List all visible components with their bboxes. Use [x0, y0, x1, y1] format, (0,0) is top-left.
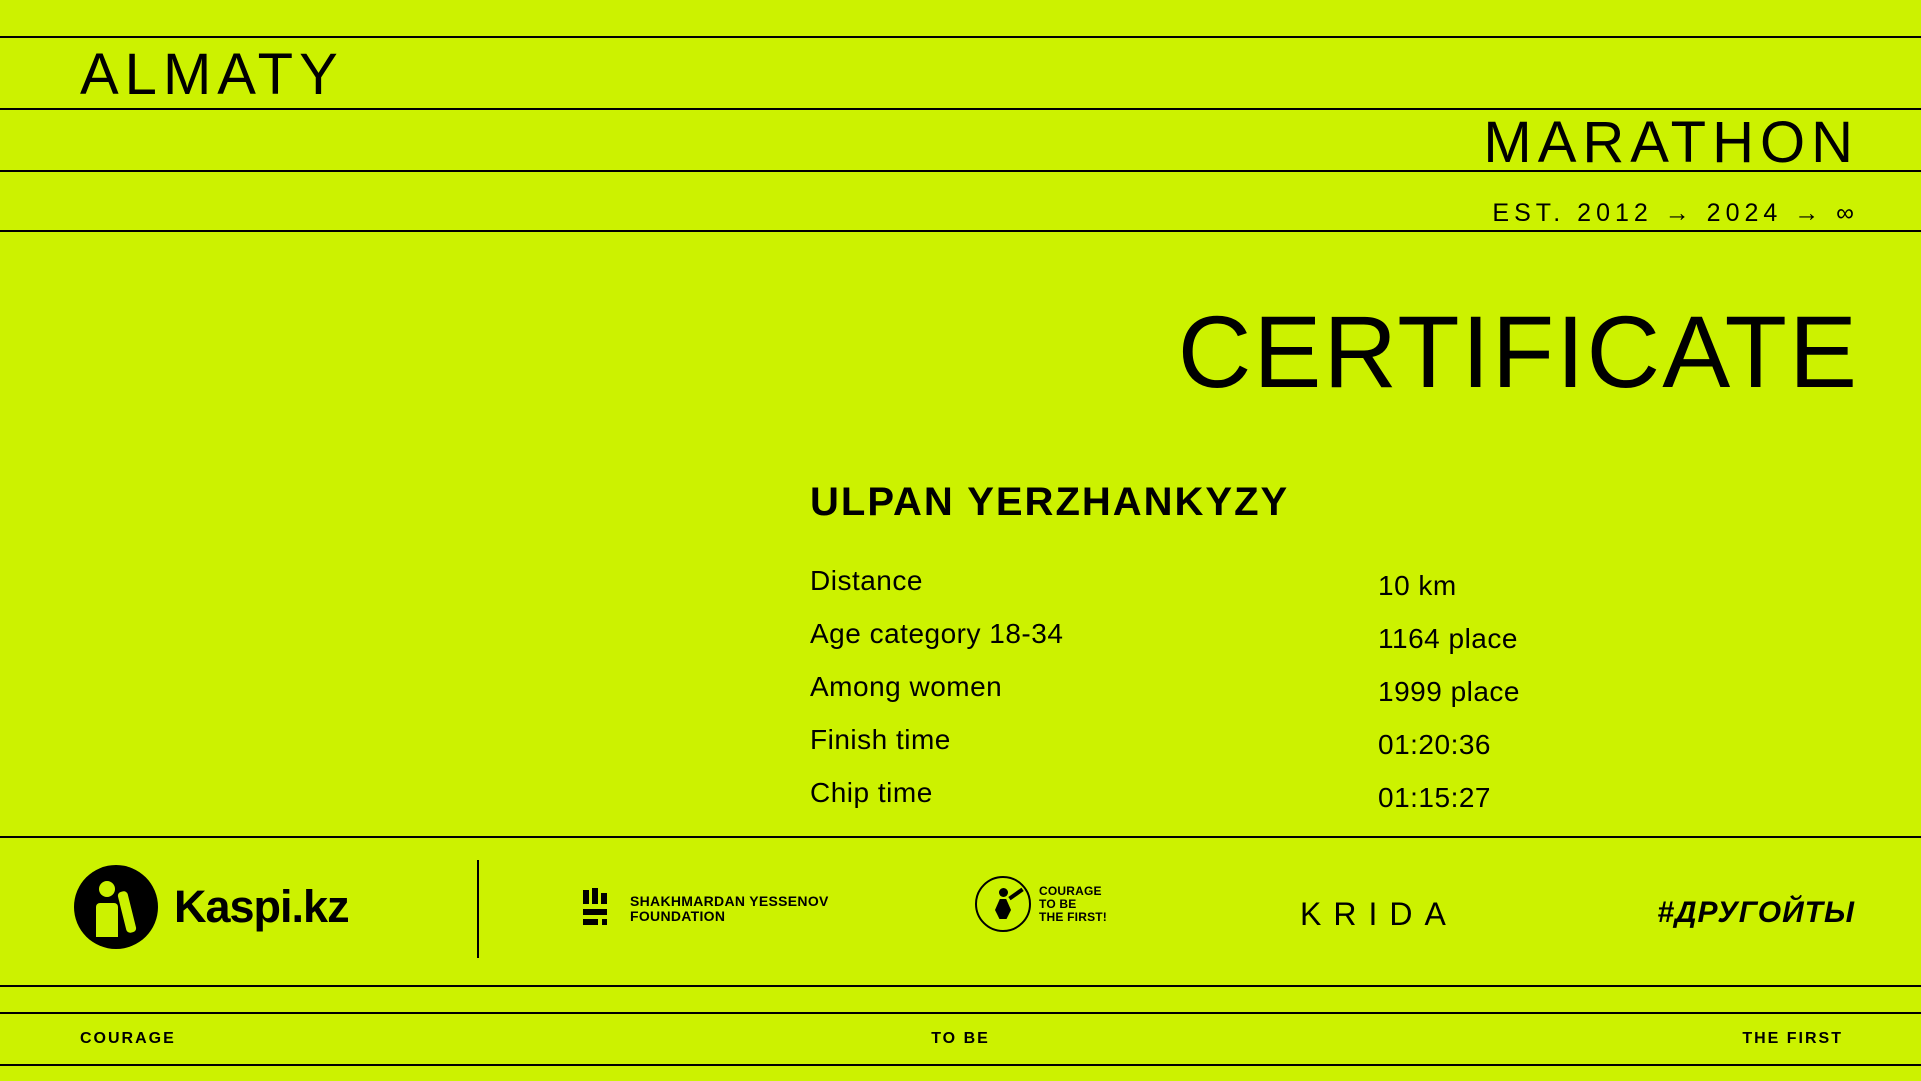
table-row — [810, 618, 1770, 671]
result-value: 1999 place — [1378, 676, 1521, 707]
footer-middle-text: TO BE — [931, 1030, 990, 1047]
result-value: 10 km — [1378, 570, 1457, 601]
sponsor-divider — [477, 860, 479, 958]
rule-top — [0, 36, 1921, 38]
brand-line-almaty: ALMATY — [80, 42, 344, 107]
result-label: Age category 18-34 — [810, 618, 1064, 649]
campaign-hashtag: #ДРУГОЙТЫ — [1657, 896, 1855, 929]
result-label: Chip time — [810, 777, 933, 808]
sponsor-bar — [0, 838, 1921, 985]
page-title: CERTIFICATE — [1177, 295, 1859, 409]
footer-left-text: COURAGE — [80, 1030, 176, 1047]
result-label: Among women — [810, 671, 1003, 702]
courage-line-2: TO BE — [1039, 896, 1077, 911]
courage-line-3: THE FIRST! — [1039, 909, 1107, 924]
athlete-name: ULPAN YERZHANKYZY — [810, 480, 1290, 524]
table-row — [810, 671, 1770, 724]
yessenov-line-1: SHAKHMARDAN YESSENOV — [630, 893, 829, 909]
result-label: Finish time — [810, 724, 951, 755]
yessenov-wordmark — [630, 894, 829, 924]
courage-line-1: COURAGE — [1039, 883, 1102, 898]
table-row — [810, 565, 1770, 618]
footer-strip — [0, 1014, 1921, 1064]
sponsor-kaspi — [74, 865, 349, 949]
sponsor-yessenov-foundation — [583, 888, 829, 930]
brand-line-marathon: MARATHON — [1483, 110, 1859, 175]
result-value: 01:20:36 — [1378, 729, 1491, 760]
table-row — [810, 777, 1770, 830]
table-row — [810, 724, 1770, 777]
kaspi-wordmark: Kaspi.kz — [174, 881, 349, 932]
established-line: EST. 2012 → 2024 → ∞ — [1492, 199, 1859, 227]
footer-right-text: THE FIRST — [1742, 1030, 1843, 1047]
rule-under-est — [0, 230, 1921, 232]
result-label: Distance — [810, 565, 923, 596]
rule-below-sponsors — [0, 985, 1921, 987]
result-value: 1164 place — [1378, 623, 1518, 654]
corporate-fund-logo-icon — [975, 876, 1031, 932]
sponsor-corporate-fund — [975, 876, 1107, 932]
sponsor-krida: KRIDA — [1300, 896, 1458, 932]
corporate-fund-wordmark — [1039, 885, 1107, 924]
yessenov-line-2: FOUNDATION — [630, 908, 726, 924]
rule-bottom — [0, 1064, 1921, 1066]
yessenov-logo-icon — [583, 888, 617, 930]
result-value: 01:15:27 — [1378, 782, 1491, 813]
kaspi-logo-icon — [74, 865, 158, 949]
results-table — [810, 565, 1770, 830]
